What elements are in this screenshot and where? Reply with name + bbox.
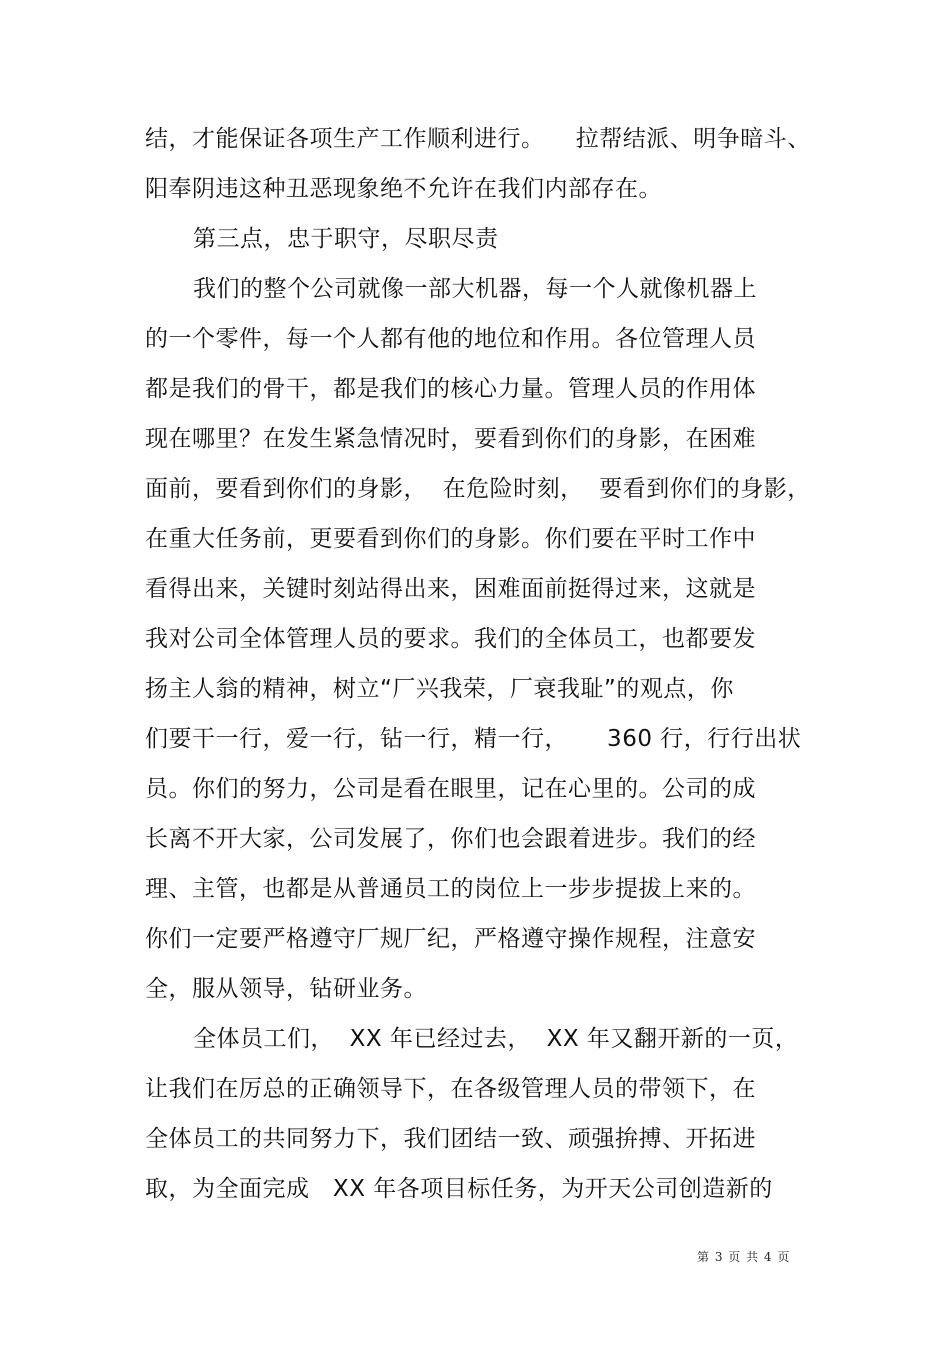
section-heading: 第三点，忠于职守，尽职尽责 (193, 226, 499, 252)
text-line: 看得出来，关键时刻站得出来，困难面前挺得过来，这就是 (145, 576, 756, 602)
text-line: 全，服从领导，钻研业务。 (145, 976, 427, 1002)
text-line: 们要干一行，爱一行，钻一行，精一行， 360 行，行行出状 (145, 726, 802, 752)
text-line: 面前，要看到你们的身影， 在危险时刻， 要看到你们的身影， (145, 476, 811, 502)
text-line: 结，才能保证各项生产工作顺利进行。 拉帮结派、明争暗斗、 (145, 126, 811, 152)
text-line: 全体员工们， XX 年已经过去， XX 年又翻开新的一页， (193, 1026, 799, 1052)
text-line: 我们的整个公司就像一部大机器，每一个人就像机器上 (193, 276, 757, 302)
text-line: 现在哪里？在发生紧急情况时，要看到你们的身影，在困难 (145, 426, 756, 452)
page-number-footer: 第 3 页 共 4 页 (697, 1250, 791, 1264)
text-line: 都是我们的骨干，都是我们的核心力量。管理人员的作用体 (145, 376, 756, 402)
text-line: 你们一定要严格遵守厂规厂纪，严格遵守操作规程，注意安 (145, 926, 756, 952)
text-line: 全体员工的共同努力下，我们团结一致、顽强拚搏、开拓进 (145, 1126, 756, 1152)
text-line: 的一个零件，每一个人都有他的地位和作用。各位管理人员 (145, 326, 756, 352)
text-line: 我对公司全体管理人员的要求。我们的全体员工，也都要发 (145, 626, 756, 652)
text-line: 长离不开大家，公司发展了，你们也会跟着进步。我们的经 (145, 826, 756, 852)
text-line: 在重大任务前，更要看到你们的身影。你们要在平时工作中 (145, 526, 756, 552)
text-line: 员。你们的努力，公司是看在眼里，记在心里的。公司的成 (145, 776, 756, 802)
text-line: 理、主管，也都是从普通员工的岗位上一步步提拔上来的。 (145, 876, 756, 902)
text-line: 阳奉阴违这种丑恶现象绝不允许在我们内部存在。 (145, 176, 662, 202)
text-line: 让我们在厉总的正确领导下，在各级管理人员的带领下，在 (145, 1076, 756, 1102)
text-line: 取，为全面完成 XX 年各项目标任务，为开天公司创造新的 (145, 1176, 773, 1202)
text-line: 扬主人翁的精神，树立“厂兴我荣，厂衰我耻”的观点，你 (145, 676, 734, 702)
